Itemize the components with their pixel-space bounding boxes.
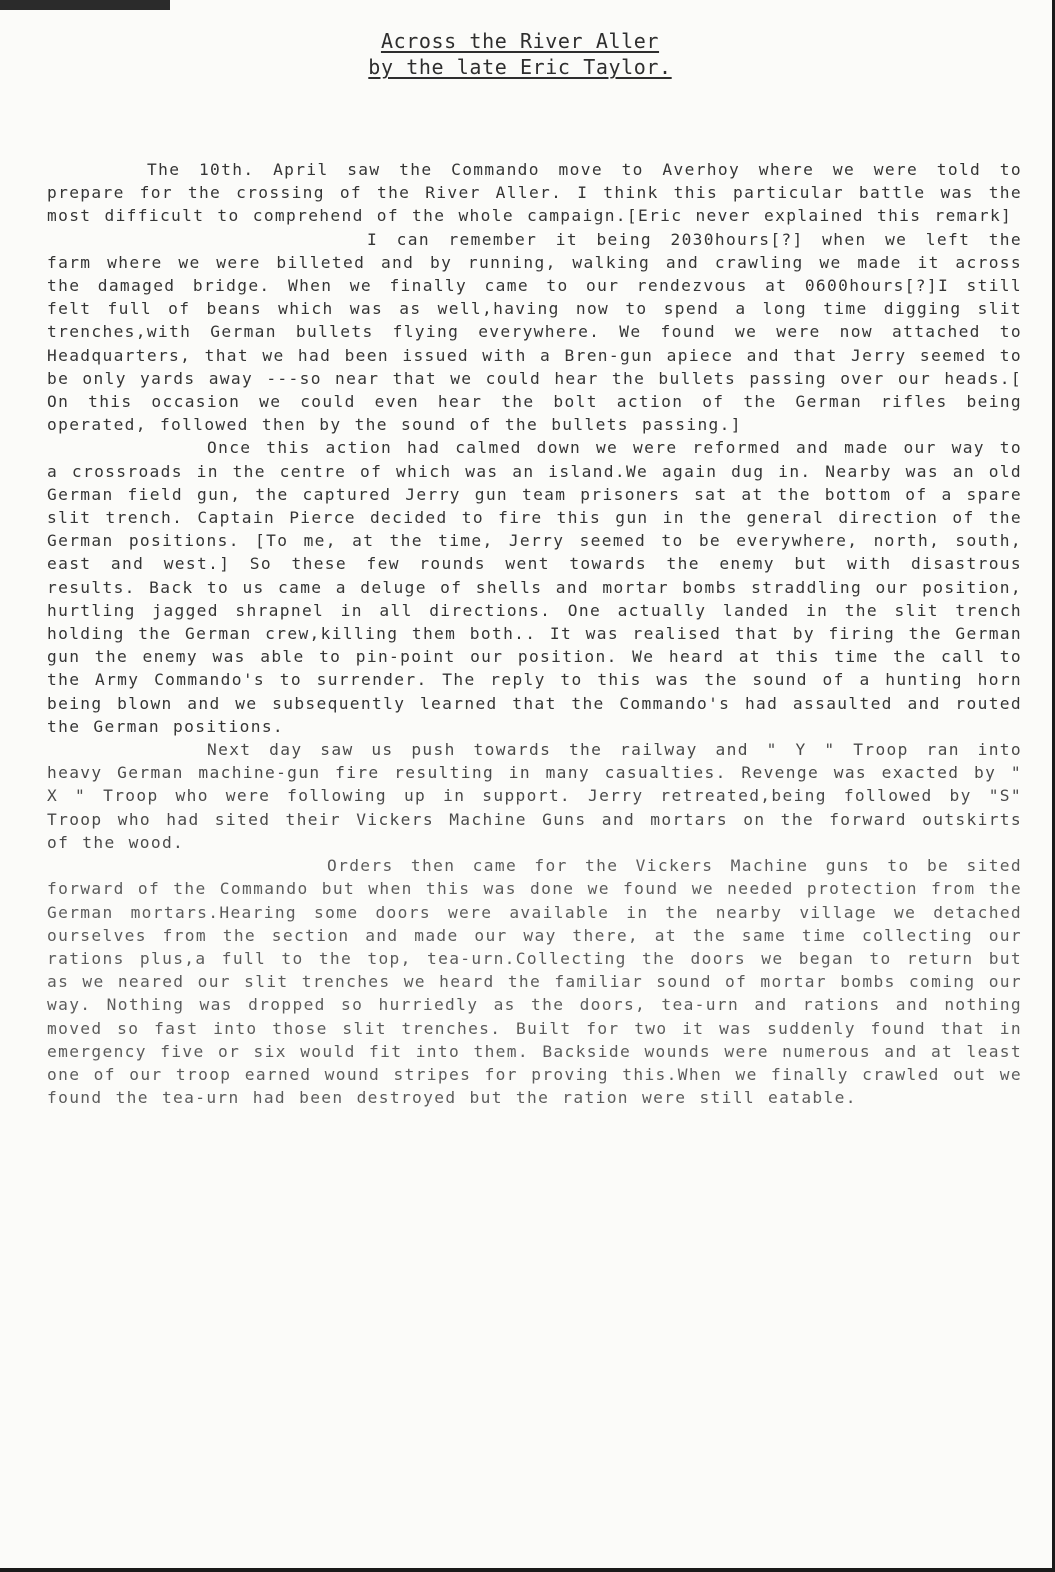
paragraph-5: Orders then came for the Vickers Machine guns to be sited forward of the Commando but when this was done we found we needed protection from the German mortars.Hearing some doors were available in the nearby village we detached ourselves from the section and made our way there, at the same time collecting our rations plus,a full to the top, tea-urn.Collecting the doors we began to return but as we neared our slit trenches we heard the familiar sound of mortar bombs coming our way. Nothing was dropped so hurriedly as the doors, tea-urn and rations and nothing moved so fast into those slit trenches. Built for two it was suddenly found that in emergency five or six would fit into them. Backside wounds were numerous and at least one of our troop earned wound stripes for proving this.When we finally crawled out we found the tea-urn had been destroyed but the ration were still eatable. [47,856,1022,1108]
scan-edge-shadow [0,0,170,10]
paragraph-3: Once this action had calmed down we were reformed and made our way to a crossroads in the centre of which was an island.We again dug in. Nearby was an old German field gun, the captured Jerry gun team prisoners sat at the bottom of a spare slit trench. Captain Pierce decided to fire this gun in the general direction of the German positions. [To me, at the time, Jerry seemed to be everywhere, north, south, east and west.] So these few rounds went towards the enemy but with disastrous results. Back to us came a deluge of shells and mortar bombs straddling our position, hurtling jagged shrapnel in all directions. One actually landed in the slit trench holding the German crew,killing them both.. It was realised that by firing the German gun the enemy was able to pin-point our position. We heard at this time the call to the Army Commando's to surrender. The reply to this was the sound of a hunting horn being blown and we subsequently learned that the Commando's had assaulted and routed the German positions. [47,438,1022,736]
paragraph-1: The 10th. April saw the Commando move to Averhoy where we were told to prepare for the crossing of the River Aller. I think this particular battle was the most difficult to comprehend of the whole campaign.[Eric never explained this remark] [47,160,1022,226]
document-byline: by the late Eric Taylor. [368,55,672,79]
document-title: Across the River Aller [380,29,660,53]
title-block [320,28,720,80]
paragraph-2: I can remember it being 2030hours[?] when we left the farm where we were billeted and by running, walking and crawling we made it across the damaged bridge. When we finally came to our rendezvous at 0600hours[?]I still felt full of beans which was as well,having now to spend a long time digging slit trenches,with German bullets flying everywhere. We found we were now attached to Headquarters, that we had been issued with a Bren-gun apiece and that Jerry seemed to be only yards away ---so near that we could hear the bullets passing over our heads.[ On this occasion we could even hear the bolt action of the German rifles being operated, followed then by the sound of the bullets passing.] [47,229,1022,435]
article-body [47,158,1022,1109]
paragraph-4: Next day saw us push towards the railway and " Y " Troop ran into heavy German machine-gun fire resulting in many casualties. Revenge was exacted by " X " Troop who were following up in support. Jerry retreated,being followed by "S" Troop who had sited their Vickers Machine Guns and mortars on the forward outskirts of the wood. [47,740,1022,852]
